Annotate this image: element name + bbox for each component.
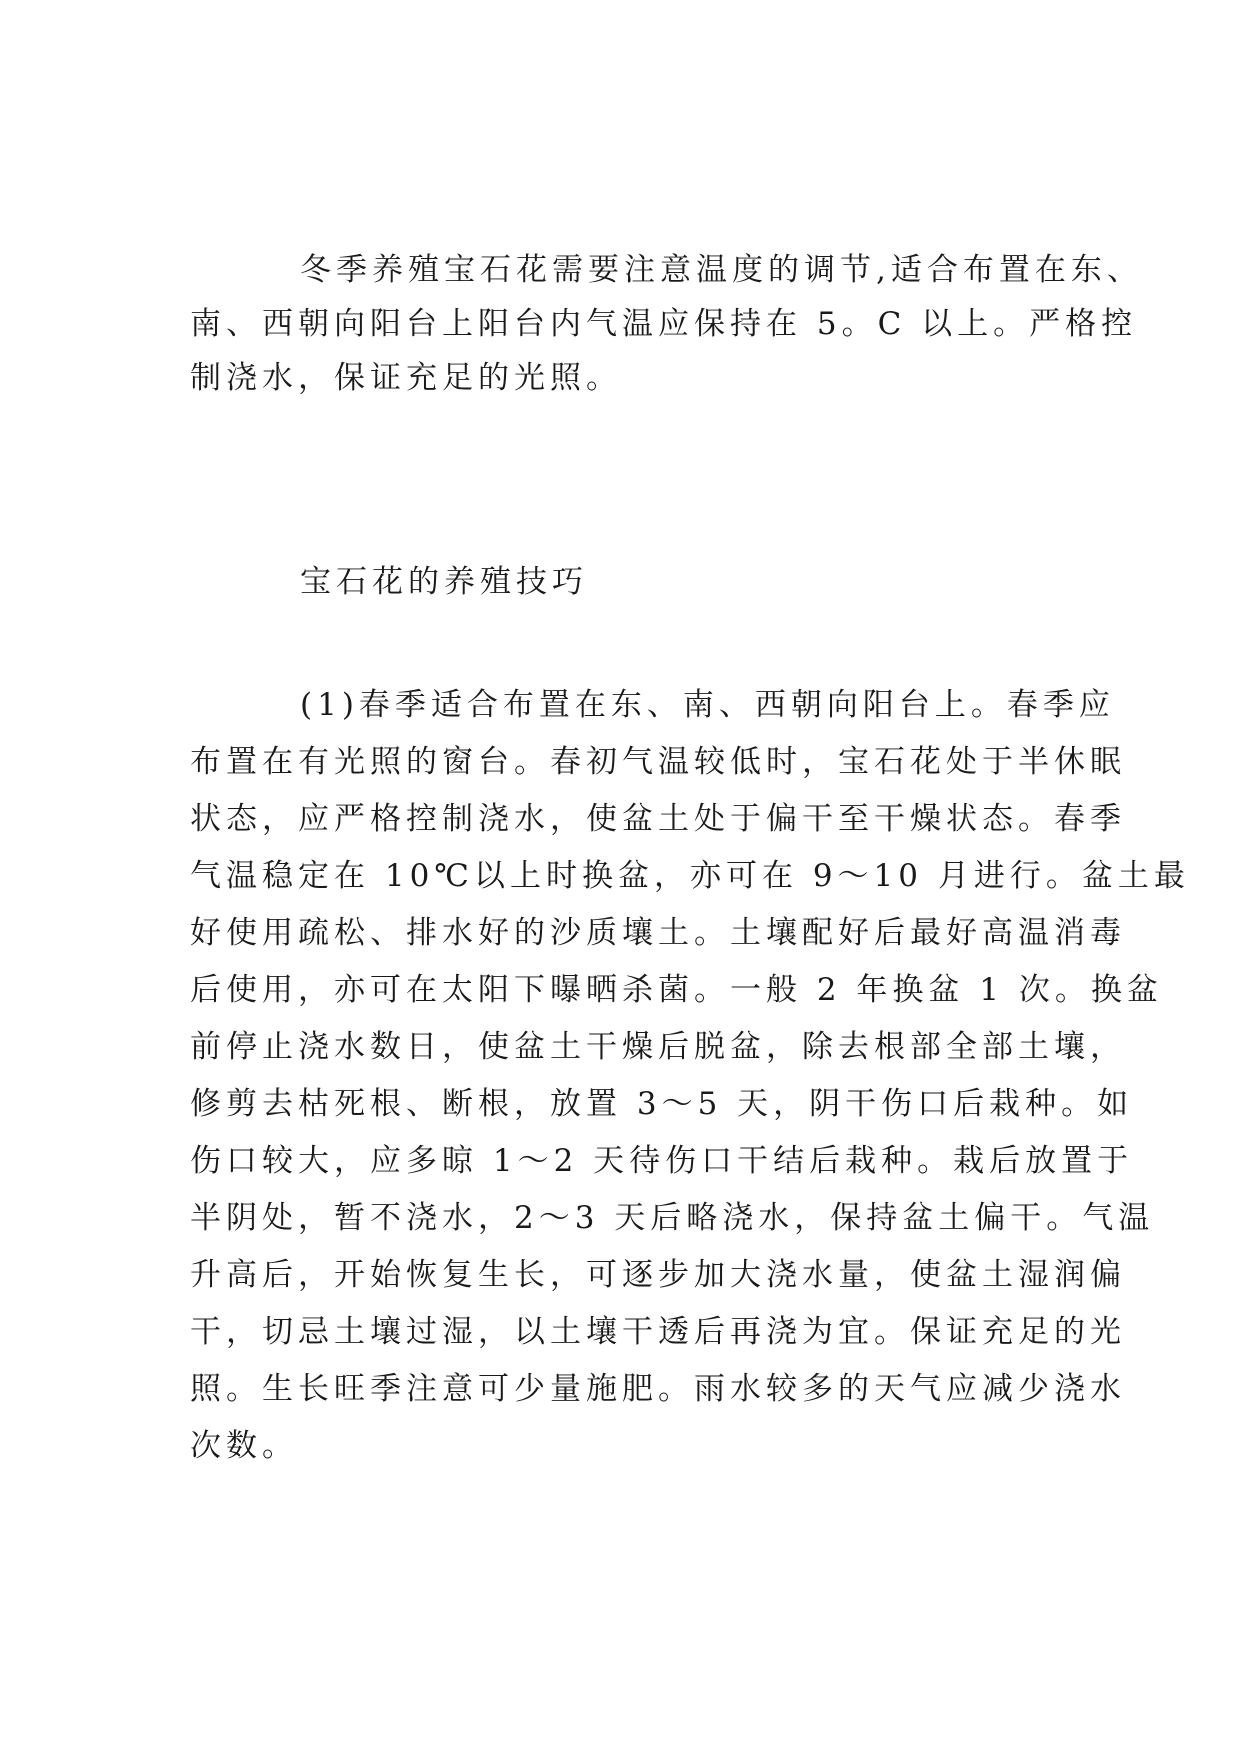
text-line: 制浇水，保证充足的光照。: [190, 360, 622, 396]
text-line: 照。生长旺季注意可少量施肥。雨水较多的天气应减少浇水: [190, 1371, 1126, 1407]
text-line: 升高后，开始恢复生长，可逐步加大浇水量，使盆土湿润偏: [190, 1257, 1126, 1293]
text-line: 南、西朝向阳台上阳台内气温应保持在 5。C 以上。严格控: [190, 306, 1138, 342]
text-line: 干，切忌土壤过湿，以土壤干透后再浇为宜。保证充足的光: [190, 1314, 1126, 1350]
text-line: 后使用，亦可在太阳下曝晒杀菌。一般 2 年换盆 1 次。换盆: [190, 972, 1163, 1008]
text-line: 次数。: [190, 1428, 298, 1464]
text-line: (1)春季适合布置在东、南、西朝向阳台上。春季应: [300, 687, 1115, 723]
text-line: 半阴处，暂不浇水，2～3 天后略浇水，保持盆土偏干。气温: [190, 1200, 1155, 1236]
text-line: 前停止浇水数日，使盆土干燥后脱盆，除去根部全部土壤，: [190, 1029, 1126, 1065]
text-line: 好使用疏松、排水好的沙质壤土。土壤配好后最好高温消毒: [190, 915, 1126, 951]
text-line: 修剪去枯死根、断根，放置 3～5 天，阴干伤口后栽种。如: [190, 1086, 1134, 1122]
text-line: 冬季养殖宝石花需要注意温度的调节,适合布置在东、: [300, 252, 1143, 288]
text-line: 伤口较大，应多晾 1～2 天待伤口干结后栽种。栽后放置于: [190, 1143, 1134, 1179]
text-line: 气温稳定在 10℃以上时换盆，亦可在 9～10 月进行。盆土最: [190, 858, 1190, 894]
text-line: 布置在有光照的窗台。春初气温较低时，宝石花处于半休眠: [190, 744, 1126, 780]
text-line: 状态，应严格控制浇水，使盆土处于偏干至干燥状态。春季: [190, 801, 1126, 837]
section-heading: 宝石花的养殖技巧: [300, 564, 588, 600]
